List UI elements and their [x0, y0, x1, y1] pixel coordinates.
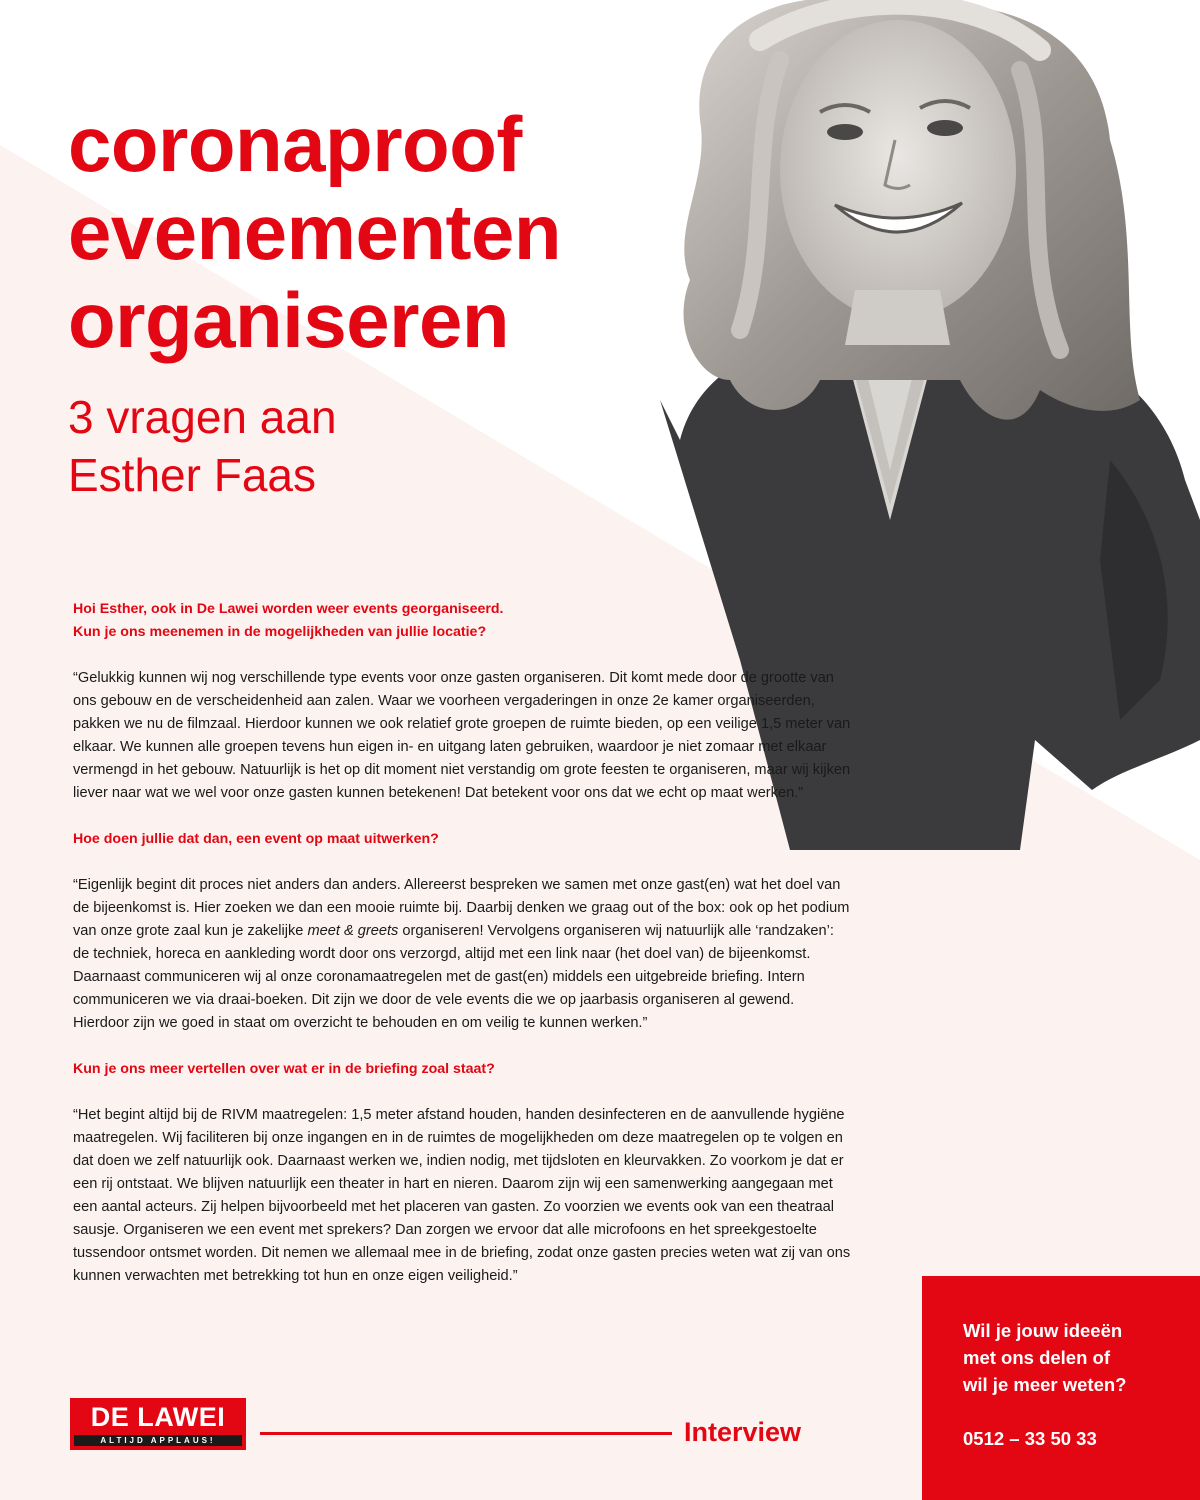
answer-text: organiseren! Vervolgens organiseren wij natuurlijk alle ‘randzaken’: de techniek, horeca en aankleding wordt door ons verzorgd, altijd met een link naar (het doel van) de bijeenkomst. Daarnaast communiceren wij al onze coronamaatregelen met de gast(en) middels een uitgebreide briefing. Intern communiceren we via draai-boeken. Dit zijn we door de vele events die we op jaarbasis organiseren al gewend. Hierdoor zijn we goed in staat om overzicht te behouden en om veilig te kunnen werken.”: [73, 923, 834, 1031]
phone-number[interactable]: 0512 – 33 50 33: [963, 1428, 1097, 1449]
answer-3: “Het begint altijd bij de RIVM maatregelen: 1,5 meter afstand houden, handen desinfecteren en de aanvullende hygiëne maatregelen. Wij faciliteren bij onze ingangen en in de ruimtes de mogelijkheden om deze maatregelen op te volgen en dat doen we zelf natuurlijk ook. Daarnaast werken we, indien nodig, met tijdsloten en kleurvakken. Zo voorkom je dat er een rij ontstaat. We blijven natuurlijk een theater in hart en nieren. Daarom zijn wij een samenwerking aangegaan met een aantal acteurs. Zij helpen bijvoorbeeld met het placeren van gasten. Zo voorzien we events ook van een theatraal sausje. Organiseren we een event met sprekers? Dan zorgen we ervoor dat alle microfoons en het spreekgestoelte tussendoor ontsmet worden. Dit nemen we allemaal mee in de briefing, zodat onze gasten precies weten wat zij van ons kunnen verwachten met betrekking tot hun en onze eigen veiligheid.”: [73, 1107, 851, 1284]
section-label: Interview: [684, 1417, 802, 1447]
title-line: organiseren: [68, 276, 509, 364]
question-1: [73, 598, 853, 644]
question-line: Kun je ons meer vertellen over wat er in de briefing zoal staat?: [73, 1061, 495, 1077]
contact-box: [922, 1276, 1200, 1500]
answer-2: [73, 874, 853, 1035]
de-lawei-logo: [70, 1398, 246, 1450]
interview-body: [73, 598, 853, 1311]
contact-prompt-line: met ons delen of: [963, 1347, 1110, 1368]
title-line: coronaproof: [68, 100, 522, 188]
contact-prompt-line: Wil je jouw ideeën: [963, 1320, 1123, 1341]
subtitle-line: Esther Faas: [68, 449, 316, 501]
answer-text: “Eigenlijk begint dit proces niet anders dan anders. Allereerst bespreken we samen met onze gast(en) wat het doel van de bijeenkomst is. Hier zoeken we dan een mooie ruimte bij. Daarbij denken we graag out of the box: ook op het podium van onze grote zaal kun je zakelijke: [73, 877, 850, 939]
question-line: Hoe doen jullie dat dan, een event op maat uitwerken?: [73, 831, 439, 847]
answer-1: “Gelukkig kunnen wij nog verschillende type events voor onze gasten organiseren. Dit komt mede door de grootte van ons gebouw en de verscheidenheid aan zalen. Waar we voorheen vergaderingen in onze 2e kamer organiseerden, pakken we nu de filmzaal. Hierdoor kunnen we ook relatief grote groepen de ruimte bieden, op een veilige 1,5 meter van elkaar. We kunnen alle groepen tevens hun eigen in- en uitgang laten gebruiken, waardoor je niet zomaar met elkaar vermengd in het gebouw. Natuurlijk is het op dit moment niet verstandig om grote feesten te organiseren, maar wij kijken liever naar wat we wel voor onze gasten kunnen betekenen! Dat betekent voor ons dat we echt op maat werken.”: [73, 670, 851, 801]
subtitle: [68, 388, 337, 504]
logo-tagline: ALTIJD APPLAUS!: [74, 1435, 242, 1446]
answer-emphasis: meet & greets: [307, 923, 399, 939]
contact-prompt: [963, 1317, 1190, 1398]
question-3: [73, 1058, 853, 1081]
question-line: Kun je ons meenemen in de mogelijkheden van jullie locatie?: [73, 624, 487, 640]
contact-prompt-line: wil je meer weten?: [963, 1374, 1127, 1395]
title-line: evenementen: [68, 188, 562, 276]
question-2: [73, 828, 853, 851]
subtitle-line: 3 vragen aan: [68, 391, 337, 443]
logo-name: DE LAWEI: [90, 1402, 226, 1432]
footer-divider: [260, 1432, 672, 1435]
page-title: [68, 100, 561, 364]
question-line: Hoi Esther, ook in De Lawei worden weer events georganiseerd.: [73, 601, 504, 617]
